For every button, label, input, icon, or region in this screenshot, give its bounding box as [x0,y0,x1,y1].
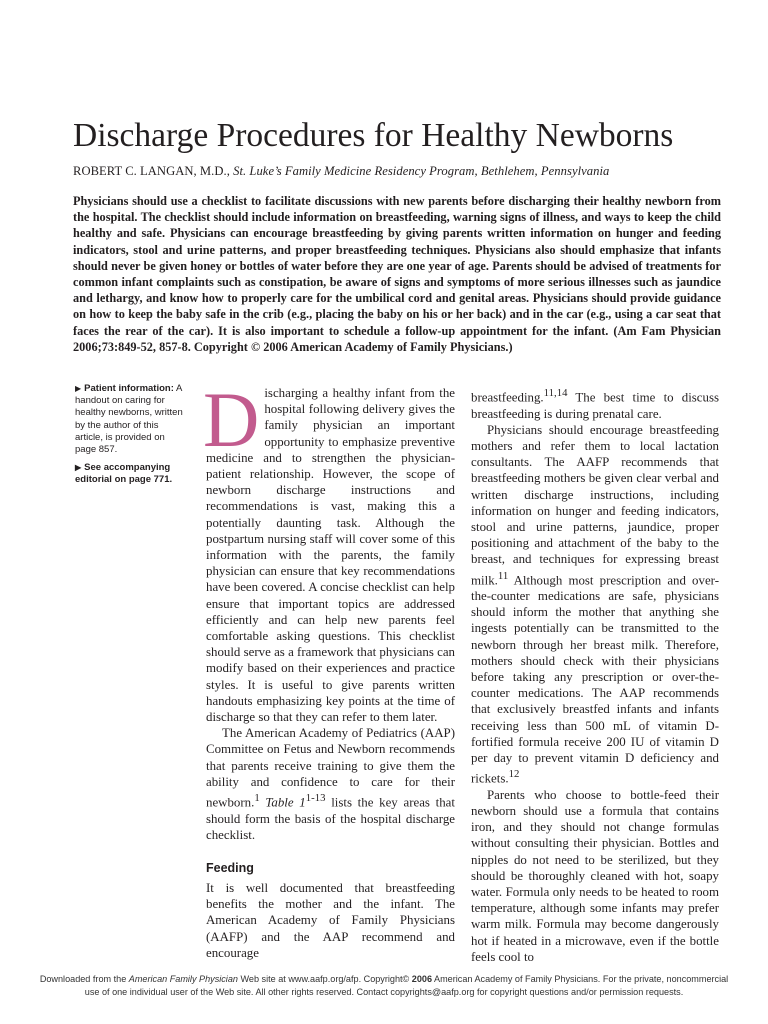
table-reference: Table 1 [265,795,306,810]
body-column-left [203,376,455,961]
copyright-year: 2006 [411,974,433,984]
paragraph-text: The best time to discuss breastfeeding is during prenatal care. [471,390,719,421]
citation: 11,14 [543,387,568,399]
footer-text: American Academy of Family Physicians. For the private, noncommercial [432,974,729,984]
paragraph-text: Physicians should encourage breastfeeding mothers and refer them to local lactation consultants. The AAFP recommends that breastfeeding mothers be given clear verbal and written discharge instructions, including information on hunger and feeding indicators, stool and urine patterns, jaundice, proper positioning and attachment of the baby to the breast, and techniques for expressing breast milk. [471,422,719,587]
sidebar-notes [75,383,187,493]
body-paragraph [471,422,719,787]
abstract: Physicians should use a checklist to facilitate discussions with new parents before discharging their healthy newborn from the hospital. The checklist should include information on breastfeeding, warning signs of illness, and ways to keep the child healthy and safe. Physicians can encourage breastfeeding by giving parents written information on hunger and feeding indicators, stool and urine patterns, and proper breastfeeding techniques. Physicians also should emphasize that infants should never be given honey or bottles of water before they are one year of age. Parents should be advised of treatments for common infant complaints such as constipation, be aware of signs and symptoms of more serious illnesses such as jaundice and lethargy, and know how to properly care for the umbilical cord and genital areas. Physicians should provide guidance on how to keep the baby safe in the crib (e.g., placing the baby on his or her back) and in the car (e.g., using a car seat that faces the rear of the car). It is also important to schedule a follow-up appointment for the infant. (Am Fam Physician 2006;73:849-52, 857-8. Copyright © 2006 American Academy of Family Physicians.) [73,194,721,354]
section-heading-feeding: Feeding [206,860,254,875]
body-paragraph [206,725,455,843]
drop-cap: D [203,376,260,463]
body-paragraph: Parents who choose to bottle-feed their newborn should use a formula that contains iron, and they should not change formulas without consulting their physician. Bottles and nipples do not need to be sterilized, but they should be thoroughly cleaned with hot, soapy water. Formula only needs to be heated to room temperature, although some infants may prefer warm milk. Formula may become dangerously hot if heated in a microwave, even if the bottle feels cool to [471,787,719,964]
editorial-note-text: See accompanying editorial on page 771. [75,462,173,486]
body-paragraph [471,385,719,422]
arrow-right-icon: ▶ [75,463,82,473]
body-column-right [471,385,719,965]
editorial-note [75,462,187,486]
author-affiliation: St. Luke’s Family Medicine Residency Program, Bethlehem, Pennsylvania [233,164,610,178]
paragraph-text: The American Academy of Pediatrics (AAP) Committee on Fetus and Newborn recommends that parents receive training to give them the ability and confidence to care for their newborn. [206,726,455,810]
arrow-right-icon: ▶ [75,384,82,393]
body-paragraph [203,376,455,725]
footer-line-2: use of one individual user of the Web site. All other rights reserved. Contact copyrights@aafp.org for copyright questions and/or permission requests. [84,987,684,997]
citation: 11 [497,569,509,582]
patient-information-note [75,383,187,456]
footer-text: Downloaded from the [39,974,129,984]
footer-text: Web site at www.aafp.org/afp. Copyright© [237,974,412,984]
article-title: Discharge Procedures for Healthy Newborns [73,117,674,154]
byline [73,162,753,180]
paragraph-text: breastfeeding. [471,390,544,405]
paragraph-text: ischarging a healthy infant from the hospital following delivery gives the family physician an important opportunity to emphasize preventive medicine and to strengthen the physician-patient relationship. However, the scope of newborn discharge instructions and recommendations is vast, making this a potentially daunting task. Although the postpartum nursing staff will cover some of this information with the parents, the family physician can ensure that key recommendations have been covered. A concise checklist can help ensure that important topics are addressed efficiently and can help new parents feel comfortable asking questions. This checklist should serve as a framework that physicians can modify based on their experiences and practice styles. It is useful to give parents written handouts emphasizing key points at the time of discharge so that they can refer to them later. [206,386,455,725]
copyright-footer [0,973,768,999]
journal-name: American Family Physician [128,974,238,984]
paragraph-text: Although most prescription and over-the-counter medications are safe, physicians should inform the mother that anything she ingests potentially can be transmitted to the newborn through her breast milk. Therefore, mothers should check with their physicians before taking any prescription or over-the-counter medications. The AAP recommends that exclusively breastfed infants and infants receiving less than 500 mL of vitamin D-fortified formula receive 200 IU of vitamin D per day to prevent vitamin D deficiency and rickets. [471,572,719,786]
citation: 1 [254,792,260,805]
paragraph-text: lists the key areas that should form the basis of the hospital discharge checklist. [206,795,455,842]
citation: 1-13 [305,792,326,805]
citation: 12 [508,768,520,781]
body-paragraph: It is well documented that breastfeeding benefits the mother and the infant. The American Academy of Family Physicians (AAFP) and the AAP recommend and encourage [206,880,455,960]
footer-line-1 [0,973,768,986]
patient-information-heading: Patient information: [84,383,174,394]
author-name: ROBERT C. LANGAN, M.D., [73,164,230,178]
patient-information-text: A handout on caring for healthy newborns, written by the author of this article, is provided on page 857. [75,383,183,456]
